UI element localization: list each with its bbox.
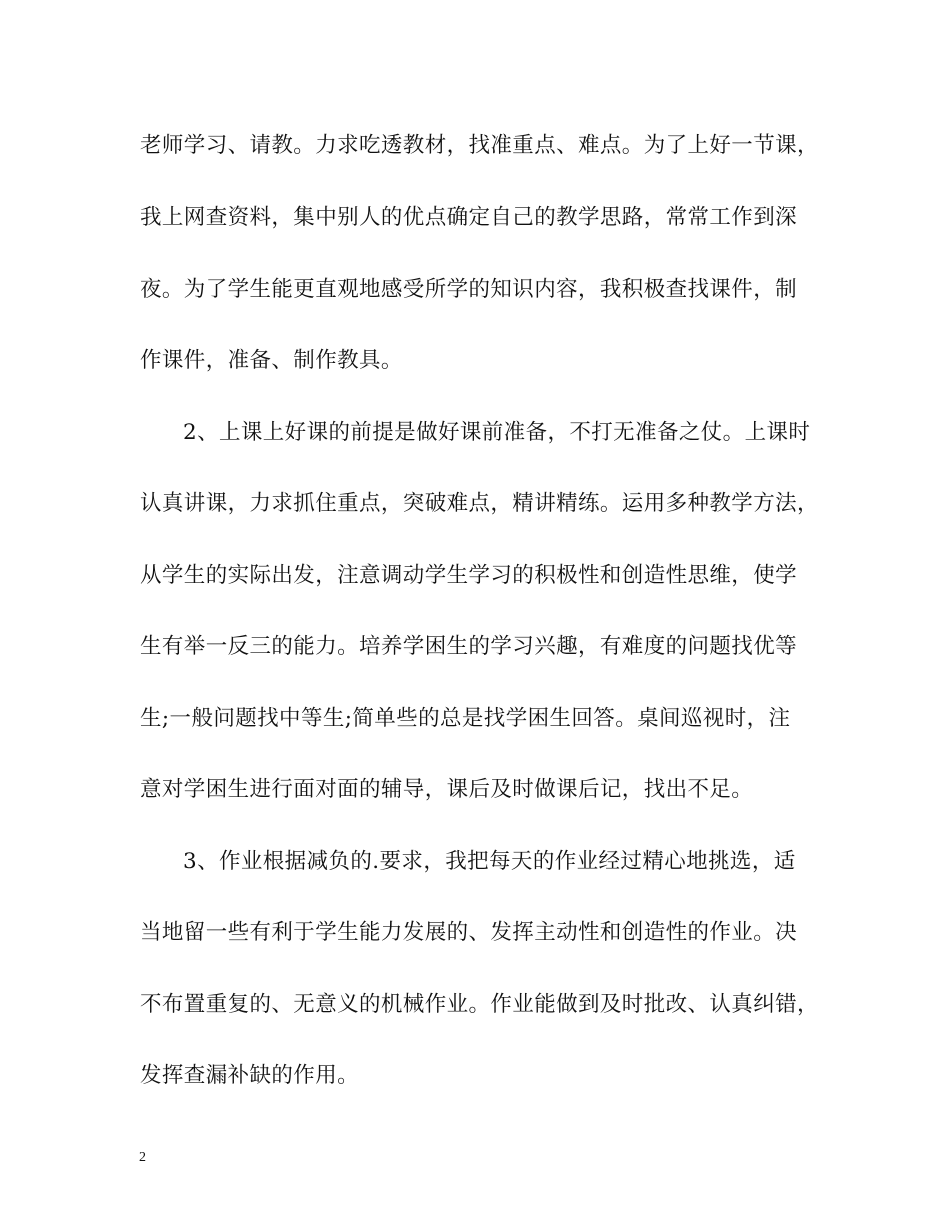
text-line-3: 夜。为了学生能更直观地感受所学的知识内容，我积极查找课件，制 — [140, 277, 798, 302]
text-line-10: 意对学困生进行面对面的辅导，课后及时做课后记，找出不足。 — [140, 777, 754, 802]
text-line-2: 我上网查资料，集中别人的优点确定自己的教学思路，常常工作到深 — [140, 205, 798, 230]
page-number: 2 — [139, 1150, 146, 1165]
text-line-4: 作课件，准备、制作教具。 — [140, 348, 403, 373]
text-line-8: 生有举一反三的能力。培养学困生的学习兴趣，有难度的问题找优等 — [140, 634, 798, 659]
text-line-6: 认真讲课，力求抓住重点，突破难点，精讲精练。运用多种教学方法， — [140, 491, 819, 516]
text-line-13: 不布置重复的、无意义的机械作业。作业能做到及时批改、认真纠错， — [140, 992, 819, 1017]
text-line-14: 发挥查漏补缺的作用。 — [140, 1063, 360, 1088]
text-line-12: 当地留一些有利于学生能力发展的、发挥主动性和创造性的作业。决 — [140, 920, 798, 945]
text-line-9: 生;一般问题找中等生;简单些的总是找学困生回答。桌间巡视时，注 — [140, 706, 791, 731]
paragraph-2-first-line: 2、上课上好课的前提是做好课前准备，不打无准备之仗。上课时 — [183, 420, 811, 445]
text-line-7: 从学生的实际出发，注意调动学生学习的积极性和创造性思维，使学 — [140, 563, 798, 588]
text-line-1: 老师学习、请教。力求吃透教材，找准重点、难点。为了上好一节课， — [140, 133, 819, 158]
paragraph-3-first-line: 3、作业根据减负的.要求，我把每天的作业经过精心地挑选，适 — [183, 849, 796, 874]
